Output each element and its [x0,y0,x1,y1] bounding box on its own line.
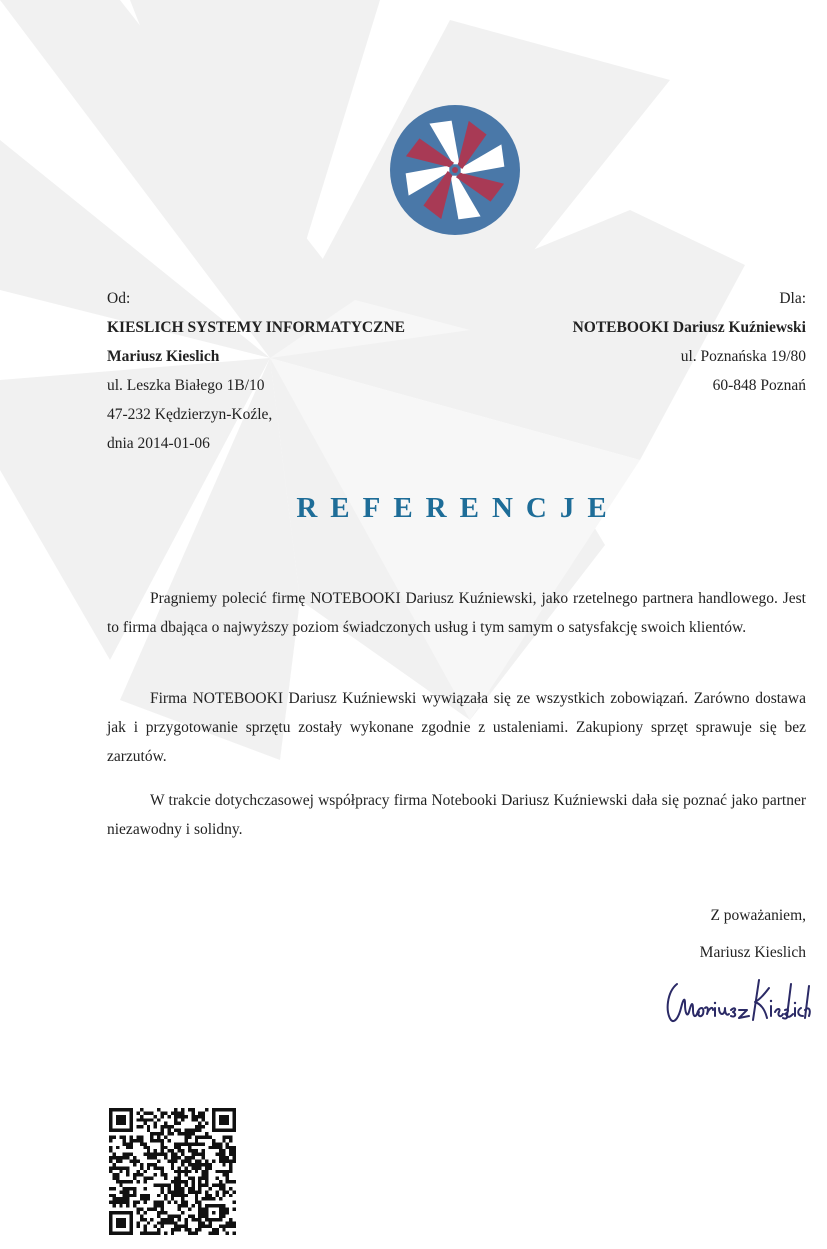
sender-name: Mariusz Kieslich [107,348,220,365]
letter-date: dnia 2014-01-06 [107,435,210,452]
body-paragraph-1 [107,584,806,642]
qr-code [109,1108,236,1235]
paragraph-text: W trakcie dotychczasowej współpracy firma Notebooki Dariusz Kuźniewski dała się poznać jako partner niezawodny i solidny. [107,792,806,838]
recipient-city: 60-848 Poznań [712,377,806,394]
document-title: REFERENCJE [296,492,620,524]
sender-company: KIESLICH SYSTEMY INFORMATYCZNE [107,319,405,336]
recipient-label: Dla: [779,290,806,307]
body-paragraph-2 [107,684,806,771]
recipient-street: ul. Poznańska 19/80 [680,348,806,365]
paragraph-text: Firma NOTEBOOKI Dariusz Kuźniewski wywiązała się ze wszystkich zobowiązań. Zarówno dostawa jak i przygotowanie sprzętu zostały wykonane zgodnie z ustaleniami. Zakupiony sprzęt sprawuje się bez zarzutów. [107,690,806,765]
paragraph-text: Pragniemy polecić firmę NOTEBOOKI Dariusz Kuźniewski, jako rzetelnego partnera handlowego. Jest to firma dbająca o najwyższy poziom świadczonych usług i tym samym o satysfakcję swoich klientów. [107,590,806,636]
handwritten-signature [663,970,811,1030]
sender-label: Od: [107,290,131,307]
sender-city: 47-232 Kędzierzyn-Koźle, [107,406,273,423]
closing-greeting: Z poważaniem, [710,907,806,924]
recipient-block [573,284,806,400]
closing-block [700,897,806,971]
recipient-company: NOTEBOOKI Dariusz Kuźniewski [572,319,806,336]
pinwheel-logo-icon [389,104,521,236]
body-paragraph-3 [107,786,806,844]
closing-name: Mariusz Kieslich [699,944,806,961]
sender-street: ul. Leszka Białego 1B/10 [107,377,265,394]
sender-block [107,284,405,458]
